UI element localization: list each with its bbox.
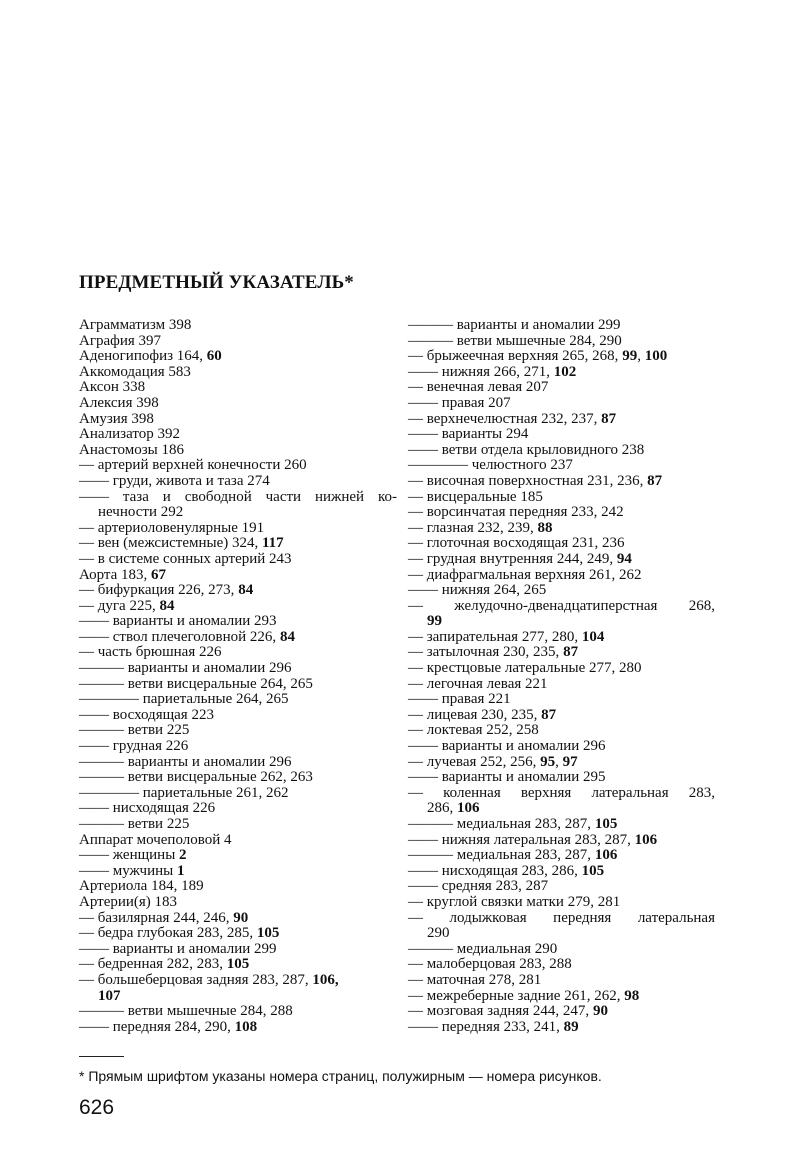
index-entry (79, 848, 397, 864)
index-entry (408, 614, 715, 630)
index-entry (79, 989, 397, 1005)
page-number: 626 (79, 1096, 115, 1119)
index-entry (408, 521, 715, 537)
index-title: ПРЕДМЕТНЫЙ УКАЗАТЕЛЬ* (79, 272, 354, 293)
index-entry (79, 365, 397, 381)
index-entry (79, 833, 397, 849)
index-entry (408, 957, 715, 973)
index-entry-text: —— нисходящая 226 (79, 800, 216, 817)
index-entry (408, 770, 715, 786)
index-entry-text: — мозговая задняя 244, 247, (408, 1003, 593, 1020)
index-entry (79, 692, 397, 708)
index-entry-text: — висцеральные 185 (408, 488, 543, 505)
index-entry-text: Алексия 398 (79, 394, 159, 411)
figure-number: 106 (594, 847, 618, 864)
index-entry-text: —— ствол плечеголовной 226, (79, 628, 280, 645)
index-entry-text: — височная поверхностная 231, 236, (408, 472, 648, 489)
figure-number: 60 (206, 348, 222, 365)
index-entry-text: — маточная 278, 281 (408, 971, 542, 988)
index-entry-text: ———— челюстного 237 (408, 457, 573, 474)
index-entry (408, 786, 715, 802)
index-entry-text: ——— варианты и аномалии 296 (79, 660, 292, 677)
index-entry-text: Амузия 398 (79, 410, 154, 427)
figure-number: 104 (581, 628, 605, 645)
index-entry (408, 926, 715, 942)
index-entry (408, 599, 715, 615)
index-entry (79, 505, 397, 521)
index-entry-text: —— мужчины (79, 862, 177, 879)
index-entry-text: —— нижняя 264, 265 (408, 582, 547, 599)
index-entry (408, 536, 715, 552)
index-entry (408, 380, 715, 396)
index-entry (79, 661, 397, 677)
figure-number: 105 (226, 956, 250, 973)
index-entry-text: — бедренная 282, 283, (79, 956, 227, 973)
index-entry-text: — коленная верхняя латеральная 283, (408, 784, 715, 801)
index-entry (79, 786, 397, 802)
index-entry-text: нечности 292 (98, 504, 184, 521)
index-entry-text: —— правая 207 (408, 394, 511, 411)
index-entry (408, 645, 715, 661)
figure-number: 117 (261, 535, 284, 552)
index-entry (408, 895, 715, 911)
index-entry-text: Артериола 184, 189 (79, 878, 204, 895)
index-entry-text: — затылочная 230, 235, (408, 644, 564, 661)
index-entry (79, 723, 397, 739)
index-entry (79, 474, 397, 490)
index-entry-text: ——— ветви 225 (79, 816, 190, 832)
index-entry (79, 443, 397, 459)
index-entry (79, 1004, 397, 1020)
index-entry-text: ——— ветви висцеральные 262, 263 (79, 769, 313, 786)
index-entry-text: Аккомодация 583 (79, 363, 191, 380)
index-right-column (408, 318, 715, 1035)
index-entry (408, 458, 715, 474)
index-entry (79, 583, 397, 599)
index-entry (79, 380, 397, 396)
index-entry (79, 926, 397, 942)
figure-number: 99 (427, 613, 442, 630)
index-entry (408, 505, 715, 521)
index-entry (79, 490, 397, 506)
index-entry-text: — лучевая 252, 256, (408, 753, 541, 770)
figure-number: 102 (553, 363, 577, 380)
index-entry-text: — желудочно-двенадцатиперстная 268, (408, 597, 715, 614)
index-entry (79, 412, 397, 428)
index-entry (79, 334, 397, 350)
index-entry-separator: , (637, 348, 645, 365)
index-entry-text: — большеберцовая задняя 283, 287, (79, 971, 313, 988)
index-entry-text: 290 (427, 925, 450, 942)
index-entry-text: Аграмматизм 398 (79, 317, 192, 333)
index-entry-text: ——— ветви висцеральные 264, 265 (79, 675, 313, 692)
index-entry-text: — вен (межсистемные) 324, (79, 535, 262, 552)
index-entry-text: — легочная левая 221 (408, 675, 548, 692)
figure-number: 105 (594, 816, 618, 832)
index-entry-text: ——— ветви 225 (79, 722, 190, 739)
index-entry (408, 443, 715, 459)
figure-number: 106, (312, 971, 339, 988)
index-entry-text: — лодыжковая передняя латеральная (408, 909, 715, 926)
figure-number: 105 (256, 925, 280, 942)
index-entry-text: — бедра глубокая 283, 285, (79, 925, 257, 942)
index-entry (79, 755, 397, 771)
index-entry (408, 989, 715, 1005)
index-entry-text: —— женщины (79, 847, 180, 864)
index-entry-text: —— ветви отдела крыловидного 238 (408, 441, 645, 458)
figure-number: 95 (540, 753, 556, 770)
index-entry (79, 957, 397, 973)
figure-number: 2 (179, 847, 187, 864)
figure-number: 100 (644, 348, 668, 365)
index-entry-text: — грудная внутренняя 244, 249, (408, 550, 617, 567)
index-entry-text: — ворсинчатая передняя 233, 242 (408, 504, 624, 521)
index-entry-text: — в системе сонных артерий 243 (79, 550, 292, 567)
index-entry-text: — межреберные задние 261, 262, (408, 987, 625, 1004)
figure-number: 105 (581, 862, 605, 879)
index-entry (79, 318, 397, 334)
index-entry (79, 817, 397, 833)
index-entry (79, 568, 397, 584)
index-entry (79, 630, 397, 646)
index-entry-text: —— варианты и аномалии 296 (408, 738, 606, 755)
index-entry-text: — лицевая 230, 235, (408, 706, 542, 723)
index-entry-text: Аксон 338 (79, 379, 146, 396)
index-entry (79, 739, 397, 755)
index-entry (79, 599, 397, 615)
index-entry-text: —— нижняя латеральная 283, 287, (408, 831, 635, 848)
figure-number: 107 (98, 987, 121, 1004)
index-entry-text: Аорта 183, (79, 566, 152, 583)
index-left-column (79, 318, 397, 1035)
index-entry-text: — локтевая 252, 258 (408, 722, 539, 739)
index-entry (408, 864, 715, 880)
figure-number: 94 (616, 550, 632, 567)
index-entry (79, 427, 397, 443)
figure-number: 67 (151, 566, 167, 583)
figure-number: 89 (563, 1018, 579, 1035)
footnote-rule (79, 1056, 124, 1057)
index-entry-separator: , (555, 753, 563, 770)
figure-number: 87 (647, 472, 663, 489)
figure-number: 99 (622, 348, 638, 365)
index-entry (79, 1020, 397, 1036)
index-entry-text: —— нисходящая 283, 286, (408, 862, 582, 879)
index-entry (79, 895, 397, 911)
figure-number: 98 (624, 987, 640, 1004)
index-entry-text: ——— варианты и аномалии 299 (408, 317, 621, 333)
index-entry (79, 879, 397, 895)
index-entry (408, 318, 715, 334)
index-entry (408, 661, 715, 677)
figure-number: 87 (541, 706, 557, 723)
index-entry-text: —— передняя 284, 290, (79, 1018, 235, 1035)
index-entry (79, 942, 397, 958)
index-entry-text: — часть брюшная 226 (79, 644, 222, 661)
index-entry (79, 536, 397, 552)
figure-number: 106 (457, 800, 480, 817)
index-entry-text: — круглой связки матки 279, 281 (408, 893, 621, 910)
index-entry-text: —— груди, живота и таза 274 (79, 472, 270, 489)
index-entry-text: ——— ветви мышечные 284, 290 (408, 332, 622, 349)
index-entry (79, 349, 397, 365)
index-entry-text: ——— медиальная 283, 287, (408, 816, 595, 832)
index-entry (408, 911, 715, 927)
index-entry (408, 677, 715, 693)
figure-number: 84 (159, 597, 175, 614)
index-entry (79, 911, 397, 927)
index-entry (79, 973, 397, 989)
index-entry (79, 708, 397, 724)
index-entry-text: — малоберцовая 283, 288 (408, 956, 572, 973)
figure-number: 87 (601, 410, 617, 427)
index-entry-text: 286, (427, 800, 457, 817)
index-entry (79, 801, 397, 817)
figure-number: 88 (537, 519, 553, 536)
index-entry-text: Аденогипофиз 164, (79, 348, 207, 365)
index-entry (79, 770, 397, 786)
index-entry-text: —— средняя 283, 287 (408, 878, 549, 895)
figure-number: 97 (562, 753, 578, 770)
index-entry (408, 942, 715, 958)
index-entry-text: — дуга 225, (79, 597, 160, 614)
index-entry (408, 349, 715, 365)
index-entry (408, 692, 715, 708)
index-entry-text: — глоточная восходящая 231, 236 (408, 535, 625, 552)
index-entry-text: —— грудная 226 (79, 738, 189, 755)
index-entry-text: — артерий верхней конечности 260 (79, 457, 307, 474)
index-entry-text: — брыжеечная верхняя 265, 268, (408, 348, 623, 365)
index-entry-text: Анастомозы 186 (79, 441, 184, 458)
index-entry-text: —— нижняя 266, 271, (408, 363, 554, 380)
index-entry (408, 568, 715, 584)
index-entry-text: Аппарат мочеполовой 4 (79, 831, 232, 848)
index-entry (408, 396, 715, 412)
index-entry-text: —— варианты 294 (408, 426, 529, 443)
index-entry-text: —— варианты и аномалии 293 (79, 613, 277, 630)
index-entry (79, 614, 397, 630)
index-entry (408, 427, 715, 443)
index-entry (408, 755, 715, 771)
index-entry-text: —— правая 221 (408, 691, 511, 708)
index-entry (408, 1004, 715, 1020)
index-entry (408, 723, 715, 739)
figure-number: 108 (234, 1018, 258, 1035)
index-entry (408, 801, 715, 817)
figure-number: 90 (233, 909, 249, 926)
index-entry (408, 412, 715, 428)
index-entry-text: Анализатор 392 (79, 426, 180, 443)
index-entry (408, 630, 715, 646)
index-entry (408, 817, 715, 833)
figure-number: 90 (592, 1003, 608, 1020)
figure-number: 87 (563, 644, 579, 661)
index-entry-text: — венечная левая 207 (408, 379, 549, 396)
index-entry (408, 334, 715, 350)
index-entry (79, 864, 397, 880)
index-entry (408, 474, 715, 490)
index-entry-text: — базилярная 244, 246, (79, 909, 234, 926)
index-entry-text: — артериоловенулярные 191 (79, 519, 265, 536)
index-entry-text: ——— ветви мышечные 284, 288 (79, 1003, 293, 1020)
index-entry-text: — крестцовые латеральные 277, 280 (408, 660, 642, 677)
index-entry (79, 521, 397, 537)
index-entry-text: Аграфия 397 (79, 332, 162, 349)
index-entry (79, 677, 397, 693)
index-entry-text: — верхнечелюстная 232, 237, (408, 410, 602, 427)
index-entry (408, 583, 715, 599)
index-entry-text: —— передняя 233, 241, (408, 1018, 564, 1035)
index-entry (408, 739, 715, 755)
index-entry (79, 645, 397, 661)
figure-number: 1 (176, 862, 185, 879)
index-entry-text: — запирательная 277, 280, (408, 628, 582, 645)
index-entry-text: — бифуркация 226, 273, (79, 582, 239, 599)
index-entry-text: ——— варианты и аномалии 296 (79, 753, 292, 770)
index-entry-text: — глазная 232, 239, (408, 519, 538, 536)
figure-number: 84 (238, 582, 254, 599)
index-entry-text: ——— медиальная 283, 287, (408, 847, 595, 864)
index-entry (408, 1020, 715, 1036)
figure-number: 84 (279, 628, 295, 645)
index-entry (79, 458, 397, 474)
index-entry (408, 879, 715, 895)
index-entry-text: —— восходящая 223 (79, 706, 214, 723)
index-entry-text: —— таза и свободной части нижней ко- (79, 488, 397, 505)
index-entry-text: ———— париетальные 264, 265 (79, 691, 289, 708)
index-entry (408, 833, 715, 849)
index-entry-text: —— варианты и аномалии 295 (408, 769, 606, 786)
index-entry (408, 848, 715, 864)
index-entry-text: —— варианты и аномалии 299 (79, 940, 277, 957)
index-entry-text: — диафрагмальная верхняя 261, 262 (408, 566, 642, 583)
index-entry (79, 552, 397, 568)
index-entry (408, 708, 715, 724)
footnote: * Прямым шрифтом указаны номера страниц, полужирным — номера рисунков. (79, 1068, 602, 1084)
index-entry (408, 552, 715, 568)
index-entry-text: ———— париетальные 261, 262 (79, 784, 289, 801)
index-entry (408, 490, 715, 506)
index-entry (408, 973, 715, 989)
figure-number: 106 (634, 831, 658, 848)
index-entry-text: ——— медиальная 290 (408, 940, 558, 957)
index-entry (408, 365, 715, 381)
index-entry (79, 396, 397, 412)
index-entry-text: Артерии(я) 183 (79, 893, 178, 910)
